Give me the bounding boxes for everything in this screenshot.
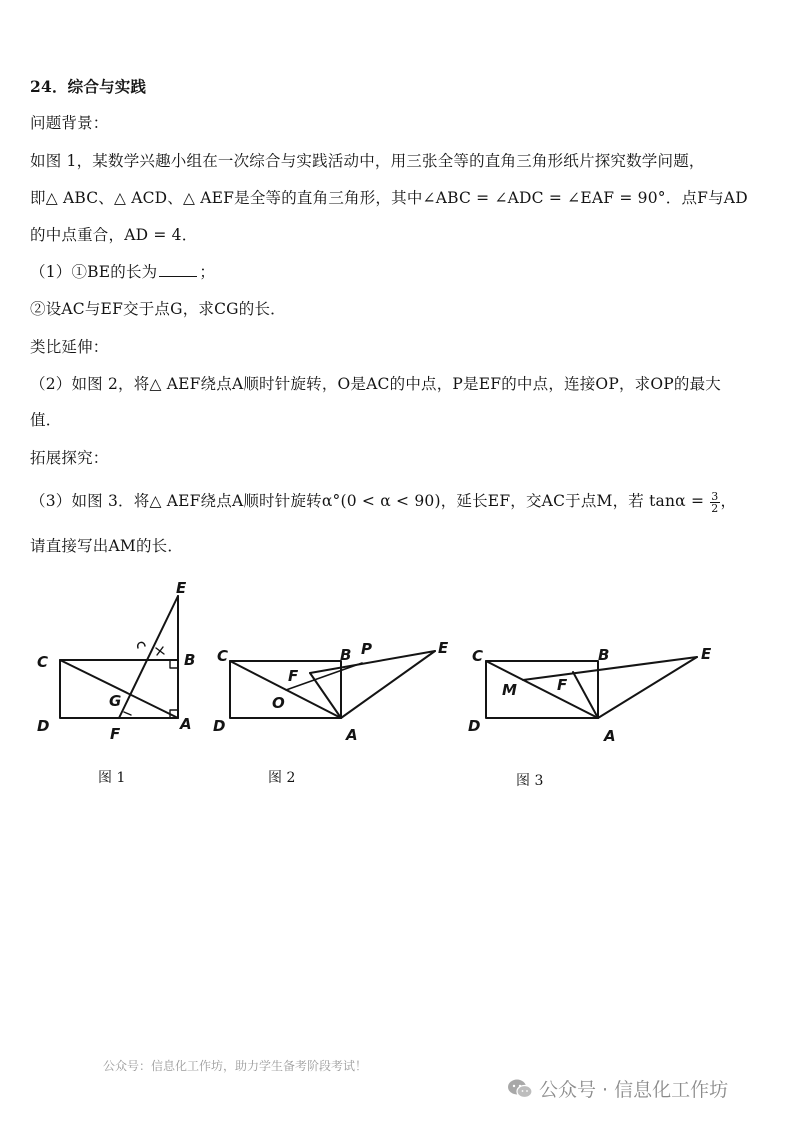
fig1-label-g: G <box>109 692 122 710</box>
fraction-denominator: 2 <box>711 501 719 515</box>
figure-3-caption: 图 3 <box>516 773 544 789</box>
figure-1-caption: 图 1 <box>98 770 126 786</box>
footer-account-badge <box>507 1075 728 1102</box>
question-2-line-2: 值． <box>30 411 62 429</box>
question-3-line-1-prefix: （3）如图 3．将△ AEF绕点A顺时针旋转α°(0 < α < 90)，延长EF，交AC于点M，若 tanα = <box>30 492 705 510</box>
figure-3-segment-ae <box>598 657 697 718</box>
fig3-label-m: M <box>502 681 517 699</box>
intro-line-2: 即△ ABC、△ ACD、△ AEF是全等的直角三角形，其中∠ABC = ∠ADC = ∠EAF = 90°．点F与AD <box>30 189 748 207</box>
intro-line-1: 如图 1，某数学兴趣小组在一次综合与实践活动中，用三张全等的直角三角形纸片探究数学问题， <box>30 152 705 170</box>
fig2-label-b: B <box>340 646 352 664</box>
fig1-label-d: D <box>37 717 50 735</box>
fig2-label-p: P <box>361 640 372 658</box>
section-analogy: 类比延伸： <box>30 338 109 356</box>
question-1b: ②设AC与EF交于点G，求CG的长． <box>30 300 286 318</box>
figure-1-pencil-mark <box>138 642 145 648</box>
figure-3-drawing <box>486 657 697 718</box>
question-3-line-1 <box>30 490 736 514</box>
figure-2-drawing <box>230 651 435 718</box>
fig1-label-a: A <box>180 715 192 733</box>
question-1a-prefix: （1）①BE的长为 <box>30 263 158 281</box>
fig3-label-d: D <box>468 717 481 735</box>
figure-1-segment-ef <box>119 596 178 718</box>
question-2-line-1: （2）如图 2，将△ AEF绕点A顺时针旋转，O是AC的中点，P是EF的中点，连接OP，求OP的最大 <box>30 375 721 393</box>
fig3-label-f: F <box>557 676 568 694</box>
geometry-figures <box>0 565 793 825</box>
fig2-label-a: A <box>346 726 358 744</box>
question-3-line-2: 请直接写出AM的长． <box>30 537 184 555</box>
fig3-label-e: E <box>701 645 712 663</box>
question-3-line-1-suffix: ， <box>720 492 737 510</box>
figure-1-pencil-cross <box>156 647 164 655</box>
fig1-label-c: C <box>37 653 49 671</box>
section-background: 问题背景： <box>30 114 109 132</box>
fig3-label-a: A <box>604 727 616 745</box>
wechat-icon <box>507 1078 533 1100</box>
fig3-label-b: B <box>598 646 610 664</box>
figure-1-right-angle-b <box>170 660 178 668</box>
figure-2-segment-ae <box>341 651 435 718</box>
question-1a <box>30 261 215 283</box>
fig2-label-d: D <box>213 717 226 735</box>
problem-title: 24．综合与实践 <box>30 77 147 96</box>
section-extend: 拓展探究： <box>30 449 109 467</box>
figure-2-caption: 图 2 <box>268 770 296 786</box>
fig2-label-f: F <box>288 667 299 685</box>
fig2-label-c: C <box>217 647 229 665</box>
fig1-label-b: B <box>184 651 196 669</box>
fig2-label-e: E <box>438 639 449 657</box>
fraction-numerator: 3 <box>711 489 719 503</box>
fig2-label-o: O <box>272 694 285 712</box>
question-1a-suffix: ； <box>199 263 216 281</box>
answer-blank <box>159 262 197 277</box>
tan-fraction <box>710 491 719 514</box>
intro-line-3: 的中点重合，AD = 4． <box>30 226 198 244</box>
footer-account-name: 公众号 · 信息化工作坊 <box>539 1079 729 1101</box>
fig1-label-f: F <box>110 725 121 743</box>
figure-1-right-angle-f <box>124 712 131 715</box>
fig1-label-e: E <box>176 579 187 597</box>
footer-watermark-text: 公众号：信息化工作坊，助力学生备考阶段考试！ <box>103 1059 368 1073</box>
fig3-label-c: C <box>472 647 484 665</box>
